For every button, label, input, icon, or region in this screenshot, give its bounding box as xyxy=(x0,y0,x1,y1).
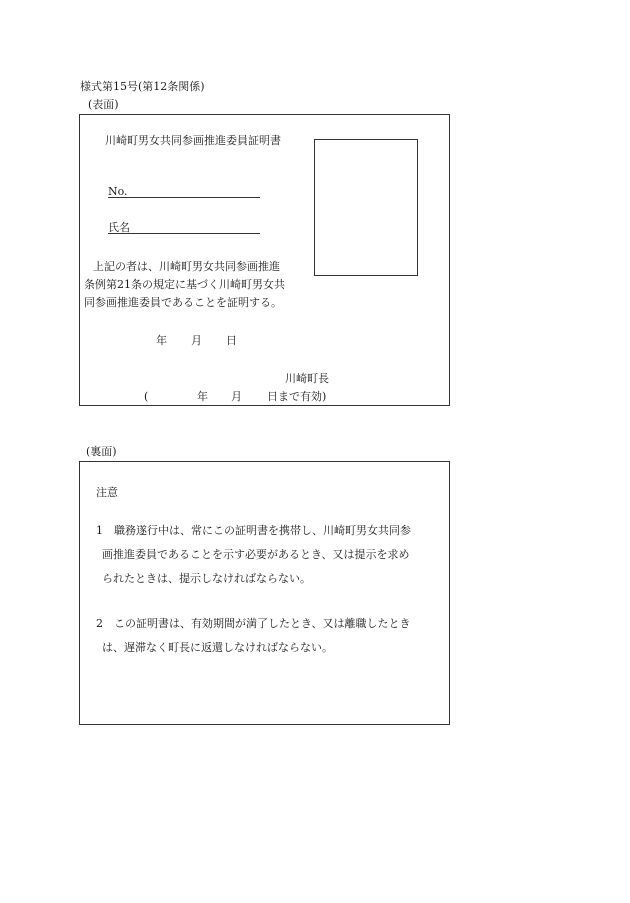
body-line-2: 条例第21条の規定に基づく川崎町男女共 xyxy=(84,278,285,291)
note-1-number: 1 xyxy=(96,524,103,537)
photo-frame xyxy=(314,139,418,276)
back-card xyxy=(79,461,450,725)
issuer: 川崎町長 xyxy=(285,372,329,385)
validity-open: ( xyxy=(144,390,149,403)
certificate-title: 川崎町男女共同参画推進委員証明書 xyxy=(105,134,281,147)
validity-suffix: 日まで有効) xyxy=(267,390,327,403)
name-underline xyxy=(108,233,260,234)
notes-heading: 注意 xyxy=(96,486,118,499)
note-2-number: 2 xyxy=(96,617,103,630)
date-year: 年 xyxy=(156,334,167,347)
number-label: No. xyxy=(108,185,128,198)
form-number: 様式第15号(第12条関係) xyxy=(80,80,205,93)
date-day: 日 xyxy=(226,334,237,347)
validity-month: 月 xyxy=(231,390,242,403)
name-label: 氏名 xyxy=(108,221,130,234)
front-card xyxy=(79,114,450,406)
note-2-line-2: は、遅滞なく町長に返還しなければならない。 xyxy=(102,641,333,654)
validity-year: 年 xyxy=(197,390,208,403)
back-side-label: (裏面) xyxy=(86,445,117,458)
note-1-line-2: 画推進委員であることを示す必要があるとき、又は提示を求め xyxy=(102,548,410,561)
front-side-label: (表面) xyxy=(88,98,119,111)
date-month: 月 xyxy=(191,334,202,347)
number-underline xyxy=(108,197,260,198)
note-1-line-1: 職務遂行中は、常にこの証明書を携帯し、川崎町男女共同参 xyxy=(114,524,411,537)
body-line-1: 上記の者は、川崎町男女共同参画推進 xyxy=(93,260,280,273)
note-1-line-3: られたときは、提示しなければならない。 xyxy=(102,572,311,585)
note-2-line-1: この証明書は、有効期間が満了したとき、又は離職したとき xyxy=(114,617,411,630)
body-line-3: 同参画推進委員であることを証明する。 xyxy=(84,296,282,309)
